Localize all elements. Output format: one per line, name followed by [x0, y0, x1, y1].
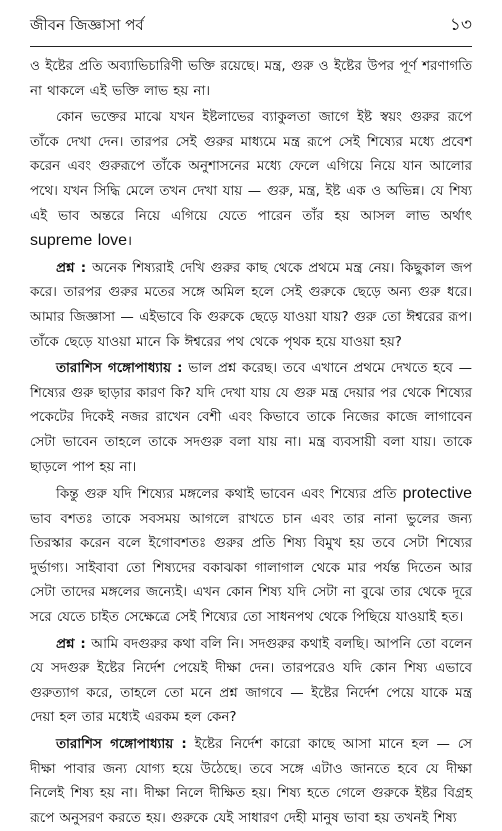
paragraph-answer-2	[30, 733, 472, 831]
paragraph-question-1	[30, 257, 472, 355]
english-term: protective	[402, 485, 472, 503]
paragraph-text: কিন্তু গুরু যদি শিষ্যের মঙ্গলের কথাই ভাবেন এবং শিষ্যের প্রতি	[56, 487, 397, 503]
english-term: supreme love	[30, 232, 128, 250]
speaker-label: তারাশিস গঙ্গোপাধ্যায় :	[56, 737, 187, 753]
paragraph-text: কোন ভক্তের মাঝে যখন ইষ্টলাভের ব্যাকুলতা জাগে ইষ্ট স্বয়ং গুরুর রূপে তাঁকে দেখা দেন। তারপর সেই গুরুর মাধ্যমে মন্ত্র রূপে সেই শিষ্যের মধ্যে প্রবেশ করেন এবং গুরুরূপে তাঁকে অনুশাসনের মধ্যে ফেলে এগিয়ে নিয়ে যান আলোর পথে। যখন সিদ্ধি মেলে তখন দেখা যায় — গুরু, মন্ত্র, ইষ্ট এক ও অভিন্ন। যে শিষ্য এই ভাব অন্তরে নিয়ে এগিয়ে যেতে পারেন তাঁর হয় আসল লাভ অর্থাৎ	[30, 110, 472, 224]
paragraph-text: ইষ্টের নির্দেশ কারো কাছে আসা মানে হল — সে দীক্ষা পাবার জন্য যোগ্য হয়ে উঠেছে। তবে সঙ্গে এটাও জানতে হবে যে দীক্ষা নিলেই শিষ্য হয় না। দীক্ষা নিলে দীক্ষিত হয়। শিষ্য হতে গেলে গুরুকে ইষ্টর বিগ্রহ রূপে অনুসরণ করতে হয়। গুরুকে যেই সাধারণ দেহী মানুষ ভাবা হয় তখনই শিষ্য	[30, 737, 472, 826]
speaker-label: প্রশ্ন :	[56, 260, 87, 276]
page-header	[30, 6, 472, 47]
paragraph-continuation	[30, 55, 472, 104]
speaker-label: তারাশিস গঙ্গোপাধ্যায় :	[56, 361, 183, 377]
page-number: ১৩	[449, 15, 472, 35]
speaker-label: প্রশ্ন :	[56, 636, 86, 652]
paragraph-question-2	[30, 633, 472, 731]
paragraph-text: ও ইষ্টের প্রতি অব্যাভিচারিণী ভক্তি রয়েছে। মন্ত্র, গুরু ও ইষ্টের উপর পূর্ণ শরণাগতি না থাকলে এই ভক্তি লাভ হয় না।	[30, 59, 472, 99]
paragraph-ishta-guru	[30, 106, 472, 255]
paragraph-text: ভাল প্রশ্ন করেছ। তবে এখানে প্রথমে দেখতে হবে — শিষ্যের গুরু ছাড়ার কারণ কি? যদি দেখা যায় যে গুরু মন্ত্র দেয়ার পর থেকে শিষ্যের পকেটের দিকেই নজর রাখেন বেশী এবং কিভাবে তাকে নিজের কাজে লাগাবেন সেটা ভাবেন তাহলে তাকে সদগুরু বলা যায় না। মন্ত্র ব্যবসায়ী বলা যায়। তাকে ছাড়লে পাপ হয় না।	[30, 361, 472, 475]
paragraph-punct: ।	[127, 234, 133, 250]
paragraph-answer-1-cont	[30, 482, 472, 631]
paragraph-answer-1	[30, 357, 472, 480]
paragraph-text: ভাব বশতঃ তাকে সবসময় আগলে রাখতে চান এবং তার নানা ভুলের জন্য তিরস্কার করেন বলে ইগোবশতঃ গুরুর প্রতি শিষ্য বিমুখ হয় তবে সেটা শিষ্যের দুর্ভাগ্য। সাইবাবা তো শিষ্যদের বকাঝকা গালাগাল থেকে মার পর্যন্ত দিতেন আর সেটা তাদের মঙ্গলের জন্যেই। এখন কোন শিষ্য যদি সেটা না বুঝে তার থেকে দূরে সরে যেতে চাইত সেক্ষেত্রে সেই শিষ্যের তো সাধনপথ থেকে পিছিয়ে যাওয়াই হত।	[30, 511, 472, 626]
paragraph-text: আমি বদগুরুর কথা বলি নি। সদগুরুর কথাই বলছি। আপনি তো বলেন যে সদগুরু ইষ্টের নির্দেশ পেয়েই দীক্ষা দেন। তারপরেও যদি কোন শিষ্য এভাবে গুরুত্যাগ করে, তাহলে তো মনে প্রশ্ন জাগবে — ইষ্টের নির্দেশ পেয়ে যাকে মন্ত্র দেয়া হল তার মধ্যেই এরকম হল কেন?	[30, 636, 472, 726]
running-title: জীবন জিজ্ঞাসা পর্ব	[30, 15, 144, 34]
paragraph-text: অনেক শিষ্যরাই দেখি গুরুর কাছ থেকে প্রথমে মন্ত্র নেয়। কিছুকাল জপ করে। তারপর গুরুর মতের সঙ্গে অমিল হলে সেই গুরুকে ছেড়ে অন্য গুরু ধরে। আমার জিজ্ঞাসা — এইভাবে কি গুরুকে ছেড়ে যাওয়া যায়? গুরু তো ঈশ্বরের রূপ। তাঁকে ছেড়ে যাওয়া মানে কি ঈশ্বরের পথ থেকে পৃথক হয়ে যাওয়া হয়?	[30, 260, 472, 350]
